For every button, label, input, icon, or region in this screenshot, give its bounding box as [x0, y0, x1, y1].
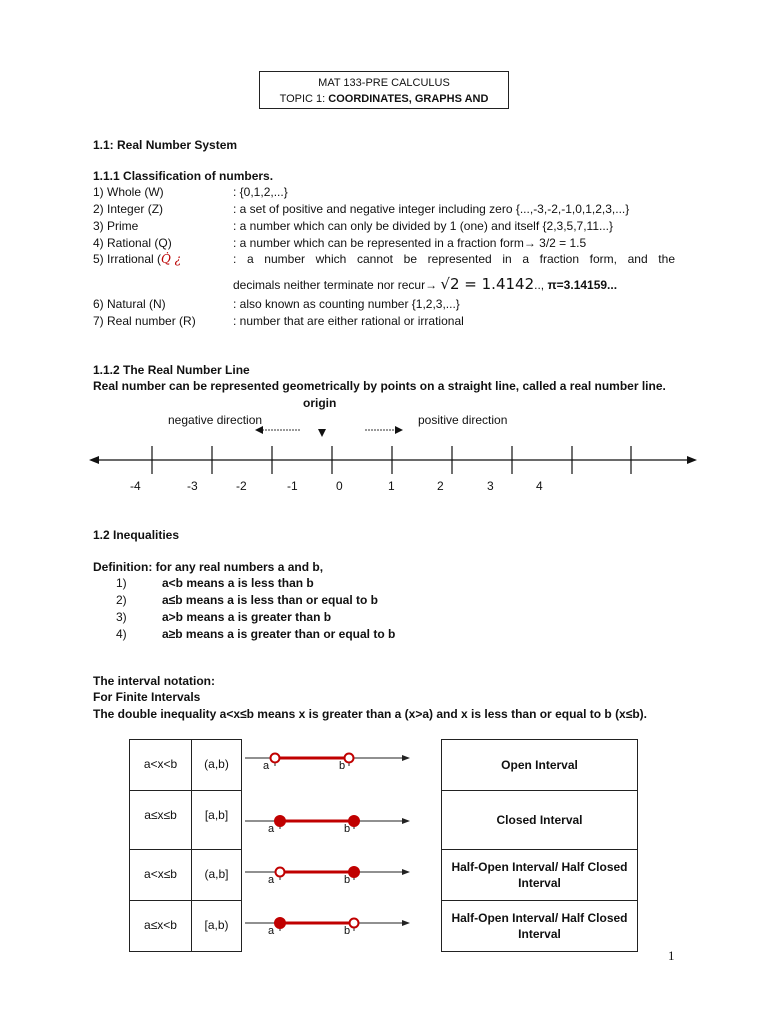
classification-row: 2) Integer (Z) : a set of positive and negative integer including zero {...,-3,-2,-1,0,1,2,3,...}	[93, 202, 630, 216]
section-heading-1-2: 1.2 Inequalities	[93, 528, 180, 542]
number-line-tick-label: -2	[236, 479, 247, 493]
course-title: MAT 133-PRE CALCULUS	[318, 77, 450, 89]
classification-row: 4) Rational (Q) : a number which can be represented in a fraction form→ 3/2 = 1.5	[93, 236, 587, 250]
sqrt-two-expression: √2 = 1.4142	[440, 275, 535, 293]
positive-direction-arrow	[365, 426, 403, 434]
classification-row: 7) Real number (R) : number that are either rational or irrational	[93, 314, 464, 328]
left-arrowhead-icon	[89, 456, 99, 464]
classification-row: 6) Natural (N) : also known as counting number {1,2,3,...}	[93, 297, 460, 311]
number-line-tick-labels	[130, 479, 543, 493]
number-line-tick-label: 4	[536, 479, 543, 493]
double-inequality-text: The double inequality a<x≤b means x is greater than a (x>a) and x is less than or equal to b (x≤b).	[93, 707, 647, 721]
interval-endpoint-b	[349, 815, 360, 826]
interval-endpoint-b	[350, 918, 359, 927]
irrational-example-line: decimals neither terminate nor recur→ √2 = 1.4142.., π=3.14159...	[233, 275, 618, 293]
right-arrowhead-icon	[687, 456, 697, 464]
section-heading-1-1-1: 1.1.1 Classification of numbers.	[93, 169, 274, 183]
interval-label-b: b	[339, 759, 346, 772]
number-line-tick-label: -4	[130, 479, 141, 493]
interval-label-a: a	[263, 759, 270, 772]
interval-endpoint-b	[349, 866, 360, 877]
interval-graph	[242, 740, 441, 788]
real-number-line	[85, 420, 705, 500]
interval-endpoint-b	[345, 753, 354, 762]
table-row: a≤x≤b [a,b] a b Closed Interval	[130, 791, 638, 850]
classification-row: 5) Irrational (Q̇ ¿ : a number which cannot be represented in a fraction form, and the	[93, 252, 675, 266]
table-row: a<x≤b (a,b] a b Half-Open Interval/ Half Closed Interval	[130, 850, 638, 901]
interval-label-a: a	[268, 924, 275, 937]
definition-intro: Definition: for any real numbers a and b,	[93, 560, 324, 574]
interval-label-a: a	[268, 873, 275, 886]
interval-graph	[242, 791, 441, 847]
interval-label-b: b	[344, 822, 351, 835]
number-line-tick-label: -1	[287, 479, 298, 493]
interval-label-b: b	[344, 873, 351, 886]
topic-title: TOPIC 1: COORDINATES, GRAPHS AND	[279, 93, 489, 105]
page-number: 1	[668, 948, 675, 963]
section-heading-1-1-2: 1.1.2 The Real Number Line	[93, 363, 250, 377]
negative-direction-label: negative direction	[168, 413, 263, 427]
interval-endpoint-a	[271, 753, 280, 762]
interval-arrowhead-icon	[402, 869, 410, 875]
interval-graph	[242, 850, 441, 898]
finite-intervals-heading: For Finite Intervals	[93, 690, 201, 704]
section-heading-1-1: 1.1: Real Number System	[93, 138, 238, 152]
interval-label-b: b	[344, 924, 351, 937]
number-line-tick-label: 3	[487, 479, 494, 493]
number-line-tick-label: 2	[437, 479, 444, 493]
definition-item: 3) a>b means a is greater than b	[116, 610, 332, 624]
classification-row: 3) Prime : a number which can only be divided by 1 (one) and itself {2,3,5,7,11...}	[93, 219, 614, 233]
definition-item: 4) a≥b means a is greater than or equal to b	[116, 627, 396, 641]
definition-item: 2) a≤b means a is less than or equal to b	[116, 593, 378, 607]
definition-item: 1) a<b means a is less than b	[116, 576, 314, 590]
intervals-table	[129, 739, 638, 952]
interval-endpoint-a	[275, 815, 286, 826]
table-row: a≤x<b [a,b) a b Half-Open Interval/ Half Closed Interval	[130, 901, 638, 952]
origin-arrow	[318, 429, 326, 437]
classification-row: 1) Whole (W) : {0,1,2,...}	[93, 185, 288, 199]
interval-arrowhead-icon	[402, 920, 410, 926]
interval-arrowhead-icon	[402, 818, 410, 824]
number-line-description: Real number can be represented geometrically by points on a straight line, called a real number line.	[93, 379, 666, 393]
number-line-tick-label: 0	[336, 479, 343, 493]
interval-arrowhead-icon	[402, 755, 410, 761]
positive-direction-label: positive direction	[418, 413, 508, 427]
interval-graph	[242, 901, 441, 949]
interval-notation-heading: The interval notation:	[93, 674, 216, 688]
interval-label-a: a	[268, 822, 275, 835]
interval-endpoint-a	[276, 867, 285, 876]
interval-endpoint-a	[275, 917, 286, 928]
number-line-tick-label: -3	[187, 479, 198, 493]
origin-label: origin	[303, 396, 337, 410]
number-line-tick-label: 1	[388, 479, 395, 493]
document-title-box	[259, 71, 509, 109]
negative-direction-arrow	[255, 426, 300, 434]
table-row: a<x<b (a,b) a b Open Interval	[130, 740, 638, 791]
